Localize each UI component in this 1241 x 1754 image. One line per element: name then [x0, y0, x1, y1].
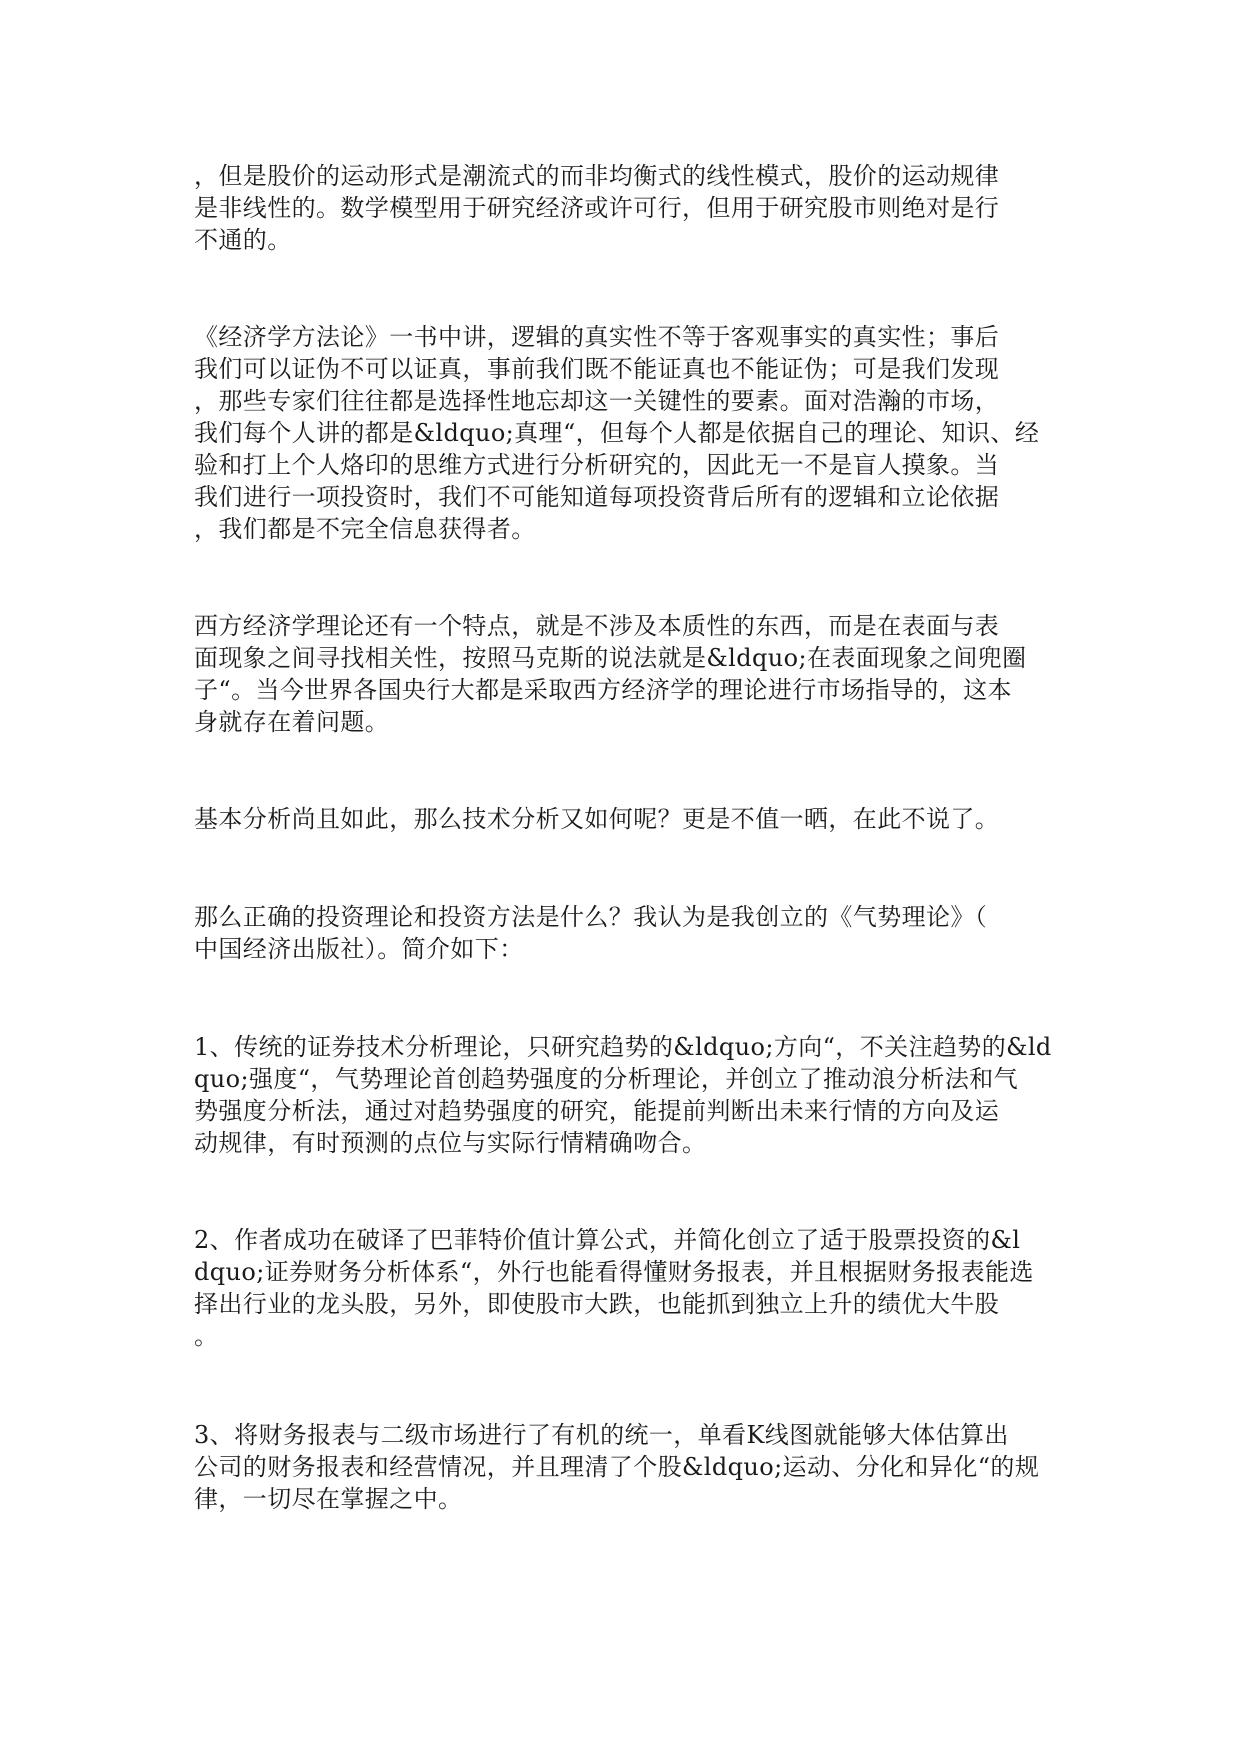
paragraph-8: [194, 1419, 1074, 1515]
text-line: ，我们都是不完全信息获得者。: [194, 515, 536, 543]
text-line: 那么正确的投资理论和投资方法是什么？我认为是我创立的《气势理论》（: [194, 903, 988, 931]
text-line: 身就存在着问题。: [194, 708, 390, 736]
text-line: 公司的财务报表和经营情况，并且理清了个股&ldquo;运动、分化和异化“的规: [194, 1453, 1040, 1481]
text-line: dquo;证券财务分析体系“，外行也能看得懂财务报表，并且根据财务报表能选: [194, 1258, 1034, 1286]
text-line: 律，一切尽在掌握之中。: [194, 1485, 463, 1513]
text-line: 我们每个人讲的都是&ldquo;真理“，但每个人都是依据自己的理论、知识、经: [194, 419, 1040, 447]
text-line: 是非线性的。数学模型用于研究经济或许可行，但用于研究股市则绝对是行: [194, 194, 1000, 222]
text-line: 我们可以证伪不可以证真，事前我们既不能证真也不能证伪；可是我们发现: [194, 355, 1000, 383]
paragraph-6: [194, 1031, 1074, 1159]
text-line: 择出行业的龙头股，另外，即使股市大跌，也能抓到独立上升的绩优大牛股: [194, 1290, 1000, 1318]
paragraph-7: [194, 1224, 1074, 1352]
text-line: 验和打上个人烙印的思维方式进行分析研究的，因此无一不是盲人摸象。当: [194, 451, 1000, 479]
paragraph-4: [194, 803, 1074, 835]
text-line: 西方经济学理论还有一个特点，就是不涉及本质性的东西，而是在表面与表: [194, 612, 1000, 640]
text-line: 面现象之间寻找相关性，按照马克斯的说法就是&ldquo;在表面现象之间兜圈: [194, 644, 1027, 672]
text-line: 动规律，有时预测的点位与实际行情精确吻合。: [194, 1129, 707, 1157]
text-line: 子“。当今世界各国央行大都是采取西方经济学的理论进行市场指导的，这本: [194, 676, 1012, 704]
text-line: 势强度分析法，通过对趋势强度的研究，能提前判断出未来行情的方向及运: [194, 1097, 1000, 1125]
text-line: 中国经济出版社）。简介如下：: [194, 935, 524, 963]
text-line: 1、传统的证券技术分析理论，只研究趋势的&ldquo;方向“，不关注趋势的&ld: [194, 1033, 1052, 1061]
text-line: 2、作者成功在破译了巴菲特价值计算公式，并简化创立了适于股票投资的&l: [194, 1226, 1021, 1254]
document-body: [194, 160, 1074, 1515]
text-line: 3、将财务报表与二级市场进行了有机的统一，单看K线图就能够大体估算出: [194, 1421, 1009, 1449]
text-line: 不通的。: [194, 226, 292, 254]
text-line: 基本分析尚且如此，那么技术分析又如何呢？更是不值一晒，在此不说了。: [194, 805, 1000, 833]
text-line: quo;强度“，气势理论首创趋势强度的分析理论，并创立了推动浪分析法和气: [194, 1065, 1019, 1093]
text-line: 我们进行一项投资时，我们不可能知道每项投资背后所有的逻辑和立论依据: [194, 483, 1000, 511]
paragraph-5: [194, 901, 1074, 965]
text-line: ，但是股价的运动形式是潮流式的而非均衡式的线性模式，股价的运动规律: [194, 162, 1000, 190]
text-line: 《经济学方法论》一书中讲，逻辑的真实性不等于客观事实的真实性；事后: [194, 323, 1000, 351]
text-line: ，那些专家们往往都是选择性地忘却这一关键性的要素。面对浩瀚的市场，: [194, 387, 1000, 415]
text-line: 。: [194, 1322, 219, 1350]
paragraph-3: [194, 610, 1074, 738]
paragraph-2: [194, 321, 1074, 545]
paragraph-1: [194, 160, 1074, 256]
